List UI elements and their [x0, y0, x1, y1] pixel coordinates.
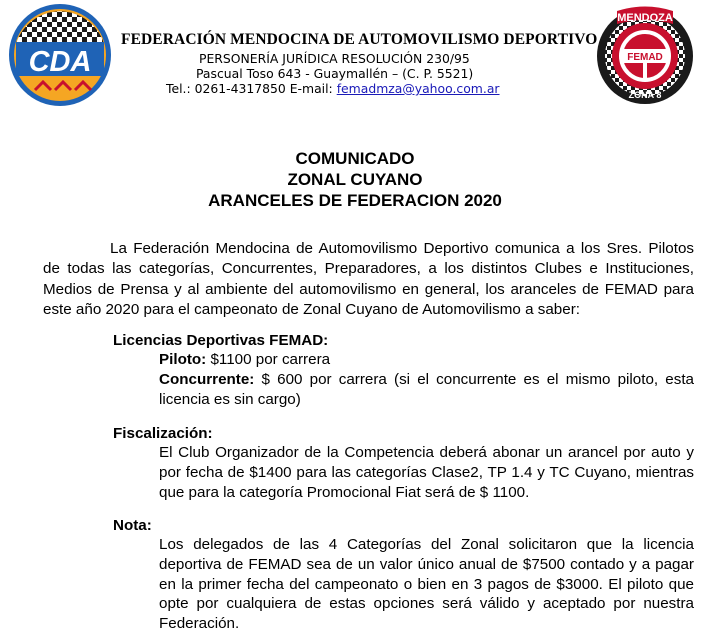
piloto-label: Piloto: — [159, 351, 207, 368]
licencias-body — [159, 350, 694, 409]
fiscalizacion-label: Fiscalización: — [113, 425, 213, 442]
email-link[interactable]: femadmza@yahoo.com.ar — [336, 81, 500, 96]
nota-text: Los delegados de las 4 Categorías del Zonal solicitaron que la licencia deportiva de FEMAD sea de un valor único anual de $7500 contado y a pagar en la primer fecha del campeonato o bien en 3 pagos de $3000. El piloto que opte por cualquiera de estas opciones será válido y aceptado por nuestra Federación. — [159, 536, 694, 633]
femad-logo-text: FEMAD — [627, 52, 663, 63]
org-phone: Tel.: 0261-4317850 E-mail: — [166, 81, 333, 96]
heading-aranceles: ARANCELES DE FEDERACION 2020 — [208, 191, 502, 210]
nota-label: Nota: — [113, 517, 152, 534]
intro-paragraph — [43, 239, 694, 320]
femad-logo-bottom: ZONA 8 — [628, 90, 662, 100]
concurrente-line — [159, 370, 694, 410]
piloto-line — [159, 350, 694, 370]
piloto-text: $1100 por carrera — [206, 351, 331, 368]
cda-logo-text: CDA — [28, 46, 92, 78]
org-address: Pascual Toso 643 - Guaymallén – (C. P. 5521) — [196, 66, 474, 81]
org-resolution: PERSONERÍA JURÍDICA RESOLUCIÓN 230/95 — [199, 51, 470, 66]
concurrente-text: $ 600 por carrera (si el concurrente es el mismo piloto, esta licencia es sin cargo) — [159, 370, 694, 408]
document-headings — [0, 148, 710, 211]
femad-logo-top: MENDOZA — [617, 12, 673, 24]
heading-comunicado: COMUNICADO — [295, 149, 415, 168]
concurrente-label: Concurrente: — [159, 370, 255, 388]
org-contact — [166, 81, 500, 96]
femad-logo — [587, 2, 703, 106]
org-title: FEDERACIÓN MENDOCINA DE AUTOMOVILISMO DEPORTIVO — [121, 31, 598, 48]
licencias-label: Licencias Deportivas FEMAD: — [113, 332, 329, 349]
cda-logo — [7, 2, 113, 108]
intro-text: La Federación Mendocina de Automovilismo Deportivo comunica a los Sres. Pilotos de todas las categorías, Concurrentes, Preparadores, a los distintos Clubes e Instituciones, Medios de Prensa y al ambiente del automovilismo en general, los aranceles de FEMAD para este año 2020 para el campeonato de Zonal Cuyano de Automovilismo a saber: — [43, 240, 694, 318]
fiscalizacion-text: El Club Organizador de la Competencia deberá abonar un arancel por auto y por fecha de $1400 para las categorías Clase2, TP 1.4 y TC Cuyano, mientras que para la categoría Promocional Fiat será de $ 1100. — [159, 444, 694, 501]
heading-zonal: ZONAL CUYANO — [287, 170, 423, 189]
